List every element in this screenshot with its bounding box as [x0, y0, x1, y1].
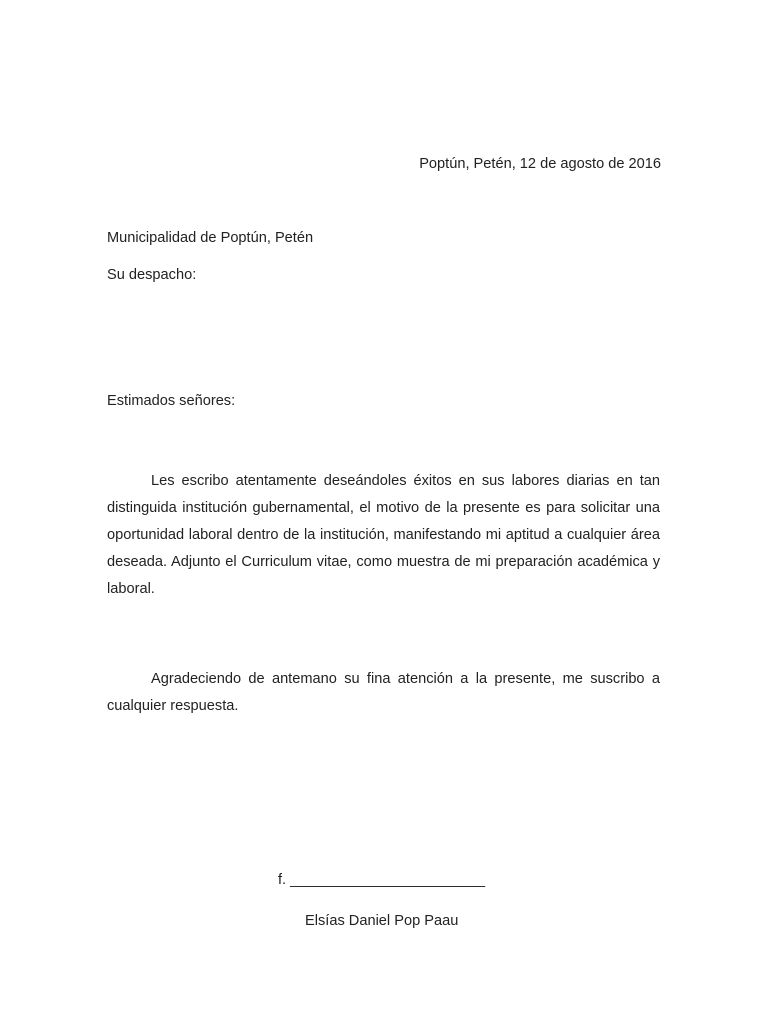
- signer-name: Elsías Daniel Pop Paau: [305, 913, 459, 929]
- date-line: Poptún, Petén, 12 de agosto de 2016: [419, 156, 661, 172]
- greeting: Estimados señores:: [107, 393, 236, 409]
- body-paragraph-2: Agradeciendo de antemano su fina atención a la presente, me suscribo a cualquier respuesta.: [107, 671, 660, 714]
- signature-line: f. ________________________: [278, 872, 485, 888]
- despacho-line: Su despacho:: [107, 267, 197, 283]
- recipient: Municipalidad de Poptún, Petén: [107, 230, 314, 246]
- body-paragraph-1: Les escribo atentamente deseándoles éxitos en sus labores diarias en tan distinguida institución gubernamental, el motivo de la presente es para solicitar una oportunidad laboral dentro de la institución, manifestando mi aptitud a cualquier área deseada. Adjunto el Curriculum vitae, como muestra de mi preparación académica y laboral.: [107, 473, 660, 597]
